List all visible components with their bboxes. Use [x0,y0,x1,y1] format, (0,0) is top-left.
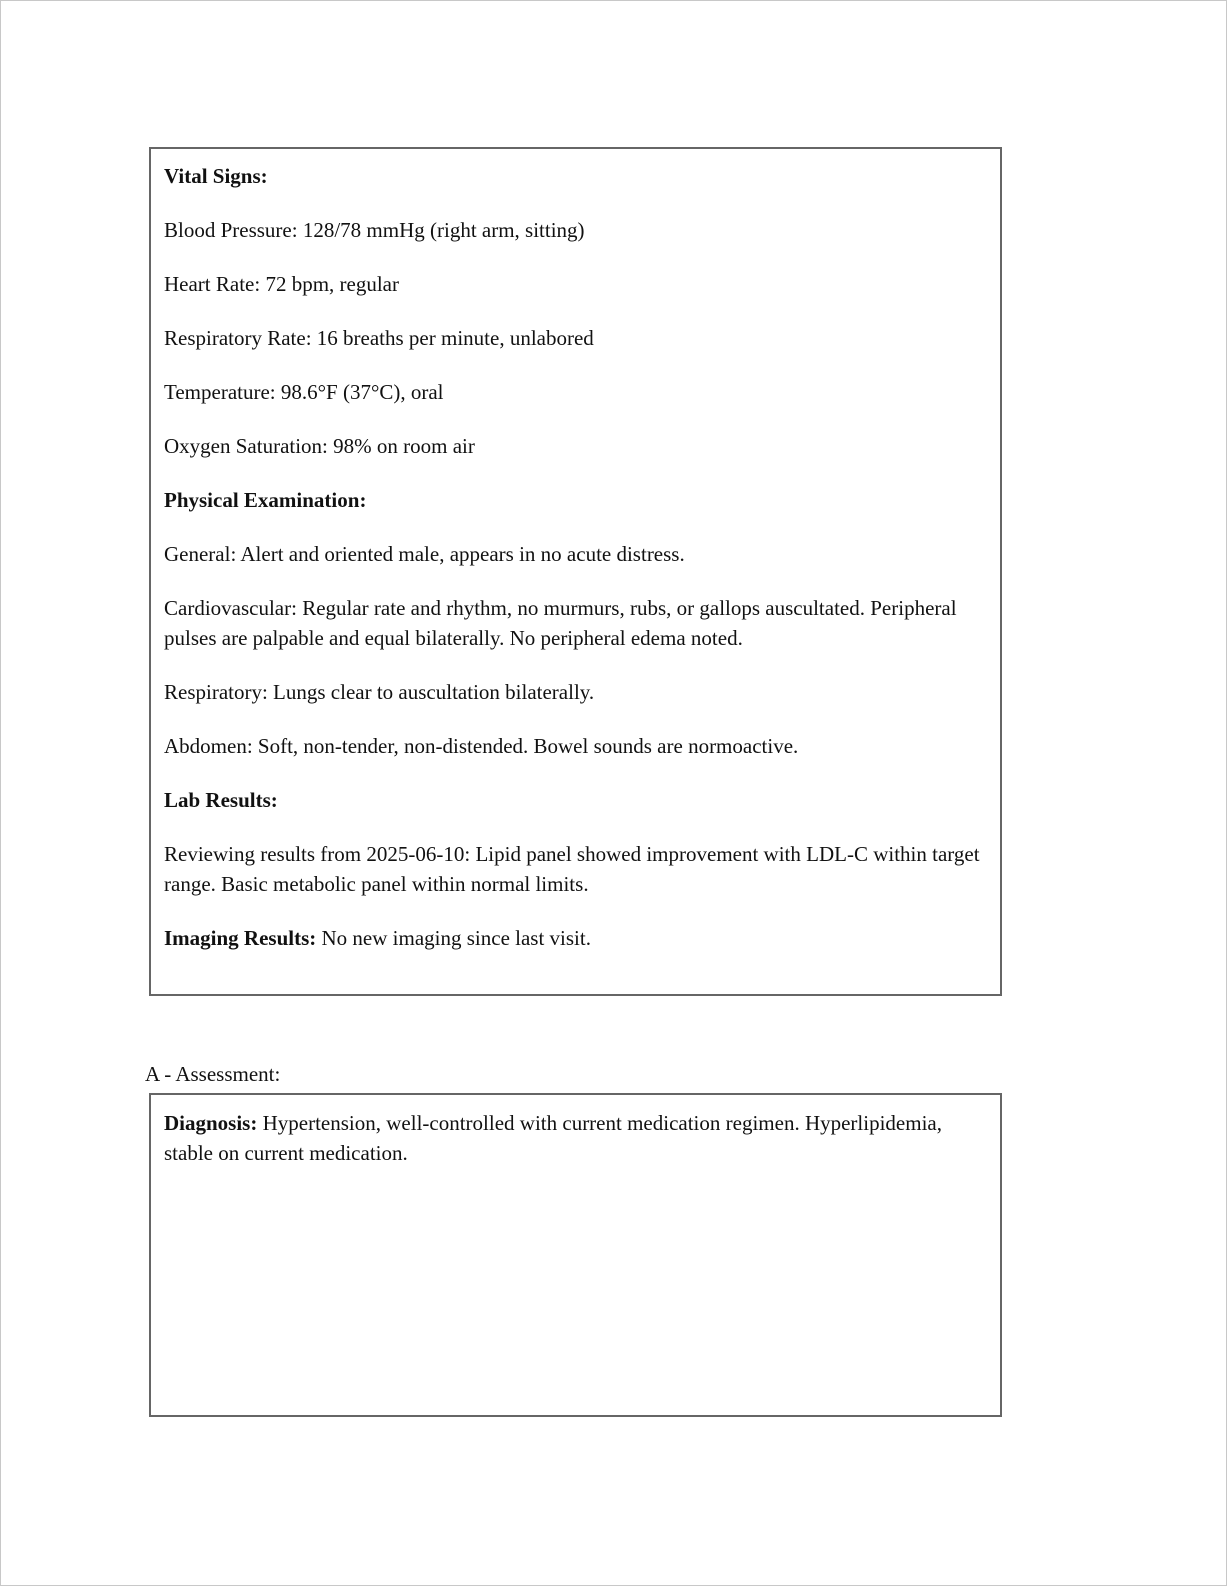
vital-temperature: Temperature: 98.6°F (37°C), oral [164,380,444,404]
assessment-textbox[interactable] [149,1093,1002,1417]
imaging-results-text: No new imaging since last visit. [316,926,591,950]
diagnosis-text: Hypertension, well-controlled with current medication regimen. Hyperlipidemia, stable on current medication. [164,1111,942,1165]
objective-textbox[interactable] [149,147,1002,996]
physical-exam-heading: Physical Examination: [164,488,367,512]
exam-respiratory: Respiratory: Lungs clear to auscultation bilaterally. [164,680,595,704]
vital-oxygen-saturation: Oxygen Saturation: 98% on room air [164,434,475,458]
diagnosis-label: Diagnosis: [164,1111,258,1135]
lab-results-text: Reviewing results from 2025-06-10: Lipid panel showed improvement with LDL-C within target range. Basic metabolic panel within normal limits. [164,842,980,896]
lab-results-heading: Lab Results: [164,788,278,812]
assessment-section-label: A - Assessment: [145,1062,281,1086]
imaging-results-label: Imaging Results: [164,926,317,950]
exam-abdomen: Abdomen: Soft, non-tender, non-distended. Bowel sounds are normoactive. [164,734,799,758]
exam-general: General: Alert and oriented male, appears in no acute distress. [164,542,685,566]
imaging-results-paragraph [164,923,986,953]
vital-signs-heading: Vital Signs: [164,164,268,188]
vital-respiratory-rate: Respiratory Rate: 16 breaths per minute, unlabored [164,326,594,350]
vital-heart-rate: Heart Rate: 72 bpm, regular [164,272,399,296]
exam-cardiovascular: Cardiovascular: Regular rate and rhythm, no murmurs, rubs, or gallops auscultated. Peripheral pulses are palpable and equal bilaterally. No peripheral edema noted. [164,596,957,650]
vital-blood-pressure: Blood Pressure: 128/78 mmHg (right arm, sitting) [164,218,585,242]
diagnosis-paragraph [164,1108,986,1168]
